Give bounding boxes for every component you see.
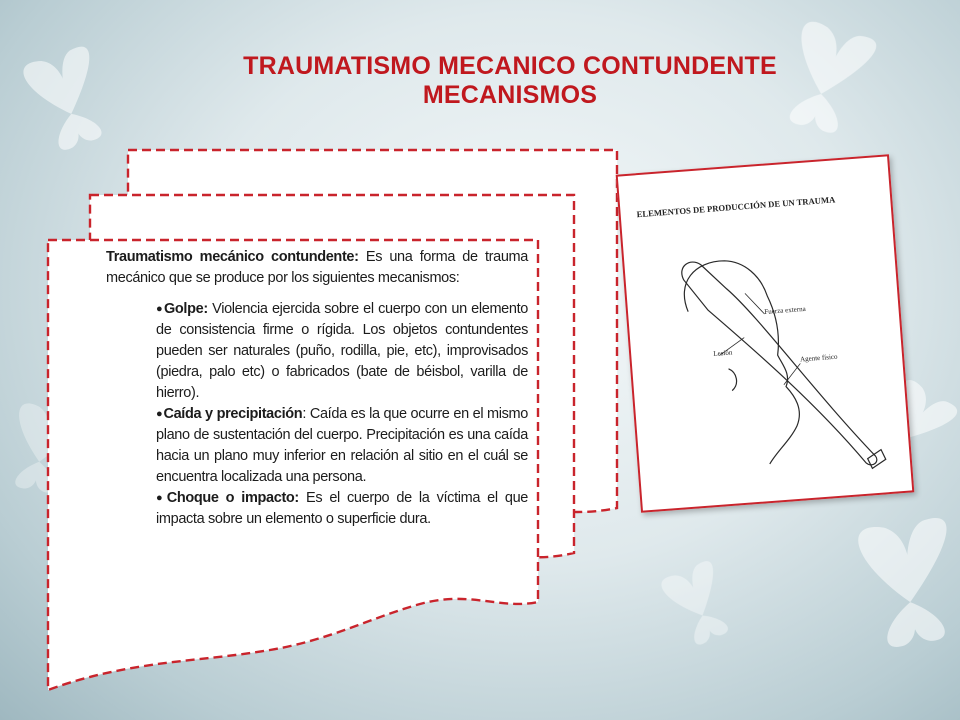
bullet-term: Golpe: bbox=[163, 301, 208, 317]
physical-agent-pointer bbox=[782, 363, 801, 384]
intro-text: Es una forma de trauma mecánico que se produce por los siguientes mecanismos: bbox=[106, 249, 528, 286]
bullet-term: Caída y precipitación bbox=[163, 406, 303, 422]
list-item bbox=[156, 488, 528, 530]
bullet-term: Choque o impacto: bbox=[166, 490, 299, 506]
slide-title-line2: MECANISMOS bbox=[422, 81, 598, 109]
trauma-elements-figure bbox=[616, 154, 915, 513]
list-item bbox=[156, 404, 528, 488]
lesion-label: Lesión bbox=[713, 348, 733, 358]
intro-term: Traumatismo mecánico contundente: bbox=[106, 249, 359, 265]
ear-outline bbox=[729, 368, 738, 390]
intro-paragraph bbox=[106, 247, 528, 289]
list-item bbox=[156, 299, 528, 404]
bullet-text: : Caída es la que ocurre en el mismo plano de sustentación del cuerpo. Precipitación es una caída hacia un plano muy inferior en relación al sitio en el cuál se encuentra localizada una persona. bbox=[156, 406, 529, 485]
mechanism-list bbox=[156, 299, 528, 530]
head-outline bbox=[682, 256, 803, 469]
external-force-pointer bbox=[745, 292, 765, 315]
bullet-icon: ● bbox=[156, 408, 163, 420]
bullet-icon: ● bbox=[156, 492, 166, 504]
bullet-text: Es el cuerpo de la víctima el que impacta sobre un elemento o superficie dura. bbox=[156, 490, 528, 527]
bullet-icon: ● bbox=[156, 303, 163, 315]
slide-title-line1: TRAUMATISMO MECANICO CONTUNDENTE bbox=[243, 52, 777, 80]
external-force-label: Fuerza externa bbox=[764, 304, 806, 316]
physical-agent-label: Agente físico bbox=[799, 352, 838, 364]
figure-heading: ELEMENTOS DE PRODUCCIÓN DE UN TRAUMA bbox=[636, 194, 836, 220]
figure-drawing bbox=[618, 156, 912, 510]
bullet-text: Violencia ejercida sobre el cuerpo con un elemento de consistencia firme o rígida. Los objetos contundentes pueden ser naturales (puño, rodilla, pie, etc), improvisados (piedra, palo etc) o fabricados (bate de béisbol, varilla de hierro). bbox=[156, 301, 529, 401]
document-text bbox=[106, 247, 528, 530]
bat-outline bbox=[681, 249, 877, 478]
